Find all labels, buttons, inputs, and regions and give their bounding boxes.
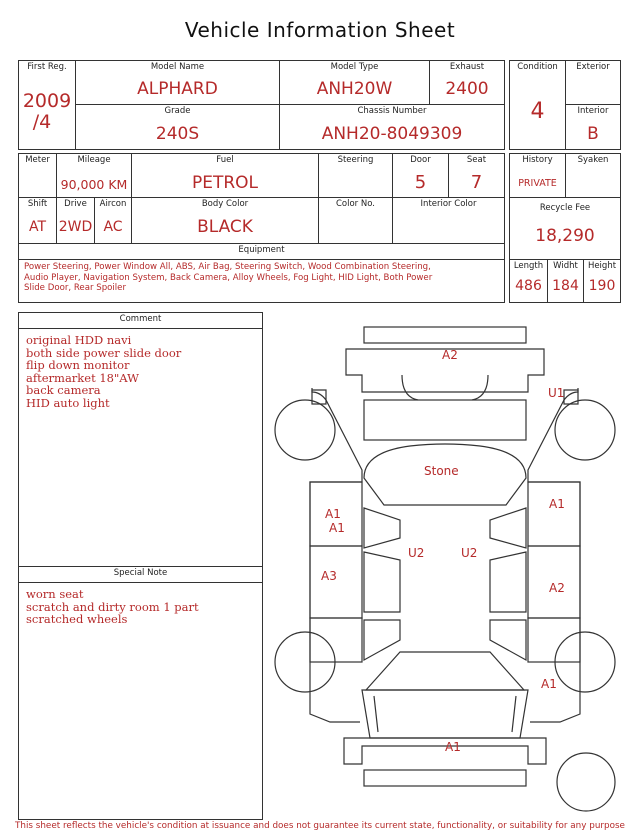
equipment-header	[18, 243, 505, 260]
seat-cell	[448, 153, 505, 198]
special-note-text: worn seat scratch and dirty room 1 part scratched wheels	[26, 587, 199, 626]
comment-header	[18, 312, 263, 329]
special-note-header	[18, 566, 263, 583]
aircon-value: AC	[103, 219, 123, 235]
grade-label: Grade	[164, 106, 191, 116]
right-rear-window	[490, 620, 526, 660]
width-value: 184	[552, 278, 579, 294]
chassis-value: ANH20-8049309	[321, 124, 463, 144]
steering-cell	[318, 153, 393, 198]
equipment-text: Power Steering, Power Window All, ABS, Air Bag, Steering Switch, Wood Combination Steering, Audio Player, Navigation System, Back Camera, Alloy Wheels, Fog Light, HID Light, Both Power Slide Door, Rear Spoiler	[24, 262, 433, 293]
fuel-cell	[131, 153, 319, 198]
spare-wheel	[557, 753, 615, 811]
front-left-wheel	[275, 400, 335, 460]
drive-cell	[56, 197, 95, 244]
left-body-outline	[310, 388, 362, 722]
exhaust-cell	[429, 60, 505, 105]
length-label: Length	[513, 261, 544, 271]
interior-color-label: Interior Color	[420, 199, 477, 209]
first-reg-cell	[18, 60, 76, 150]
model-type-cell	[279, 60, 430, 105]
recycle-fee-label: Recycle Fee	[539, 203, 591, 213]
page-title: Vehicle Information Sheet	[184, 18, 456, 42]
mark-right-u2: U2	[461, 546, 478, 560]
exterior-cell	[565, 60, 621, 105]
color-no-cell	[318, 197, 393, 244]
condition-value: 4	[530, 99, 545, 124]
comment-text: original HDD navi both side power slide door flip down monitor aftermarket 18"AW back camera HID auto light	[26, 333, 182, 410]
width-cell	[547, 259, 584, 303]
interior-color-cell	[392, 197, 505, 244]
recycle-fee-value: 18,290	[535, 226, 595, 246]
mark-left-a3: A3	[321, 569, 337, 583]
mileage-value: 90,000 KM	[60, 177, 128, 192]
grade-cell	[75, 104, 280, 150]
left-rear-quarter	[310, 618, 362, 662]
recycle-fee-cell	[509, 197, 621, 260]
seat-value: 7	[470, 172, 483, 193]
shift-cell	[18, 197, 57, 244]
history-cell	[509, 153, 566, 198]
left-middle-window	[364, 552, 400, 612]
right-front-window	[490, 508, 526, 548]
chassis-label: Chassis Number	[357, 106, 427, 116]
mileage-cell	[56, 153, 132, 198]
special-note-label: Special Note	[113, 568, 168, 578]
taillights	[374, 696, 516, 732]
mark-rear-a1: A1	[445, 740, 461, 754]
equipment-label: Equipment	[238, 245, 285, 255]
right-body-outline	[528, 388, 580, 722]
first-reg-year: 2009	[22, 90, 72, 112]
interior-value: B	[587, 124, 599, 144]
height-value: 190	[588, 278, 616, 294]
left-rear-window	[364, 620, 400, 660]
door-label: Door	[410, 155, 431, 165]
condition-cell	[509, 60, 566, 150]
mark-left-a1-a: A1	[325, 507, 341, 521]
aircon-label: Aircon	[99, 199, 127, 209]
grade-value: 240S	[155, 124, 200, 144]
meter-cell	[18, 153, 57, 198]
right-headlight	[472, 375, 488, 400]
model-name-value: ALPHARD	[137, 79, 218, 99]
exhaust-label: Exhaust	[449, 62, 485, 72]
model-type-label: Model Type	[330, 62, 379, 72]
mark-stone: Stone	[424, 464, 459, 478]
mark-right-a1: A1	[549, 497, 565, 511]
mark-u1: U1	[548, 386, 565, 400]
exhaust-value: 2400	[445, 79, 489, 99]
left-headlight	[402, 375, 418, 400]
drive-label: Drive	[64, 199, 87, 209]
color-no-label: Color No.	[335, 199, 375, 209]
mark-rear-right-a1: A1	[541, 677, 557, 691]
disclaimer-footer: This sheet reflects the vehicle's condition at issuance and does not guarantee its current state, functionality, or suitability for any purpose	[15, 821, 625, 831]
right-rear-quarter	[528, 618, 580, 662]
length-cell	[509, 259, 548, 303]
body-color-value: BLACK	[197, 217, 253, 237]
rear-bumper-bottom	[364, 770, 526, 786]
seat-label: Seat	[466, 155, 487, 165]
comment-label: Comment	[119, 314, 162, 324]
width-label: Widht	[553, 261, 578, 271]
front-right-wheel	[555, 400, 615, 460]
history-value: PRIVATE	[518, 178, 557, 189]
condition-label: Condition	[517, 62, 558, 72]
mark-left-a1-b: A1	[329, 521, 345, 535]
body-color-cell	[131, 197, 319, 244]
left-front-window	[364, 508, 400, 548]
history-label: History	[522, 155, 553, 165]
aircon-cell	[94, 197, 132, 244]
height-cell	[583, 259, 621, 303]
body-color-label: Body Color	[201, 199, 249, 209]
mileage-label: Mileage	[77, 155, 111, 165]
door-value: 5	[414, 172, 427, 193]
steering-label: Steering	[337, 155, 374, 165]
interior-cell	[565, 104, 621, 150]
shift-value: AT	[28, 219, 47, 235]
hood	[364, 400, 526, 440]
first-reg-label: First Reg.	[27, 62, 67, 72]
drive-value: 2WD	[58, 219, 93, 235]
syaken-label: Syaken	[577, 155, 609, 165]
first-reg-month: /4	[32, 111, 52, 133]
tailgate	[362, 690, 528, 738]
shift-label: Shift	[27, 199, 48, 209]
fuel-value: PETROL	[191, 173, 259, 193]
model-name-cell	[75, 60, 280, 105]
door-cell	[392, 153, 449, 198]
front-bumper-top	[364, 327, 526, 343]
model-type-value: ANH20W	[316, 79, 393, 99]
height-label: Height	[587, 261, 617, 271]
syaken-cell	[565, 153, 621, 198]
mark-right-a2: A2	[549, 581, 565, 595]
right-front-door	[528, 482, 580, 546]
interior-label: Interior	[577, 106, 609, 116]
mark-front-a2: A2	[442, 348, 458, 362]
mark-left-u2: U2	[408, 546, 425, 560]
chassis-cell	[279, 104, 505, 150]
rear-window	[366, 652, 524, 690]
right-middle-window	[490, 552, 526, 612]
meter-label: Meter	[25, 155, 50, 165]
exterior-label: Exterior	[576, 62, 610, 72]
length-value: 486	[515, 278, 542, 294]
fuel-label: Fuel	[216, 155, 234, 165]
model-name-label: Model Name	[150, 62, 205, 72]
